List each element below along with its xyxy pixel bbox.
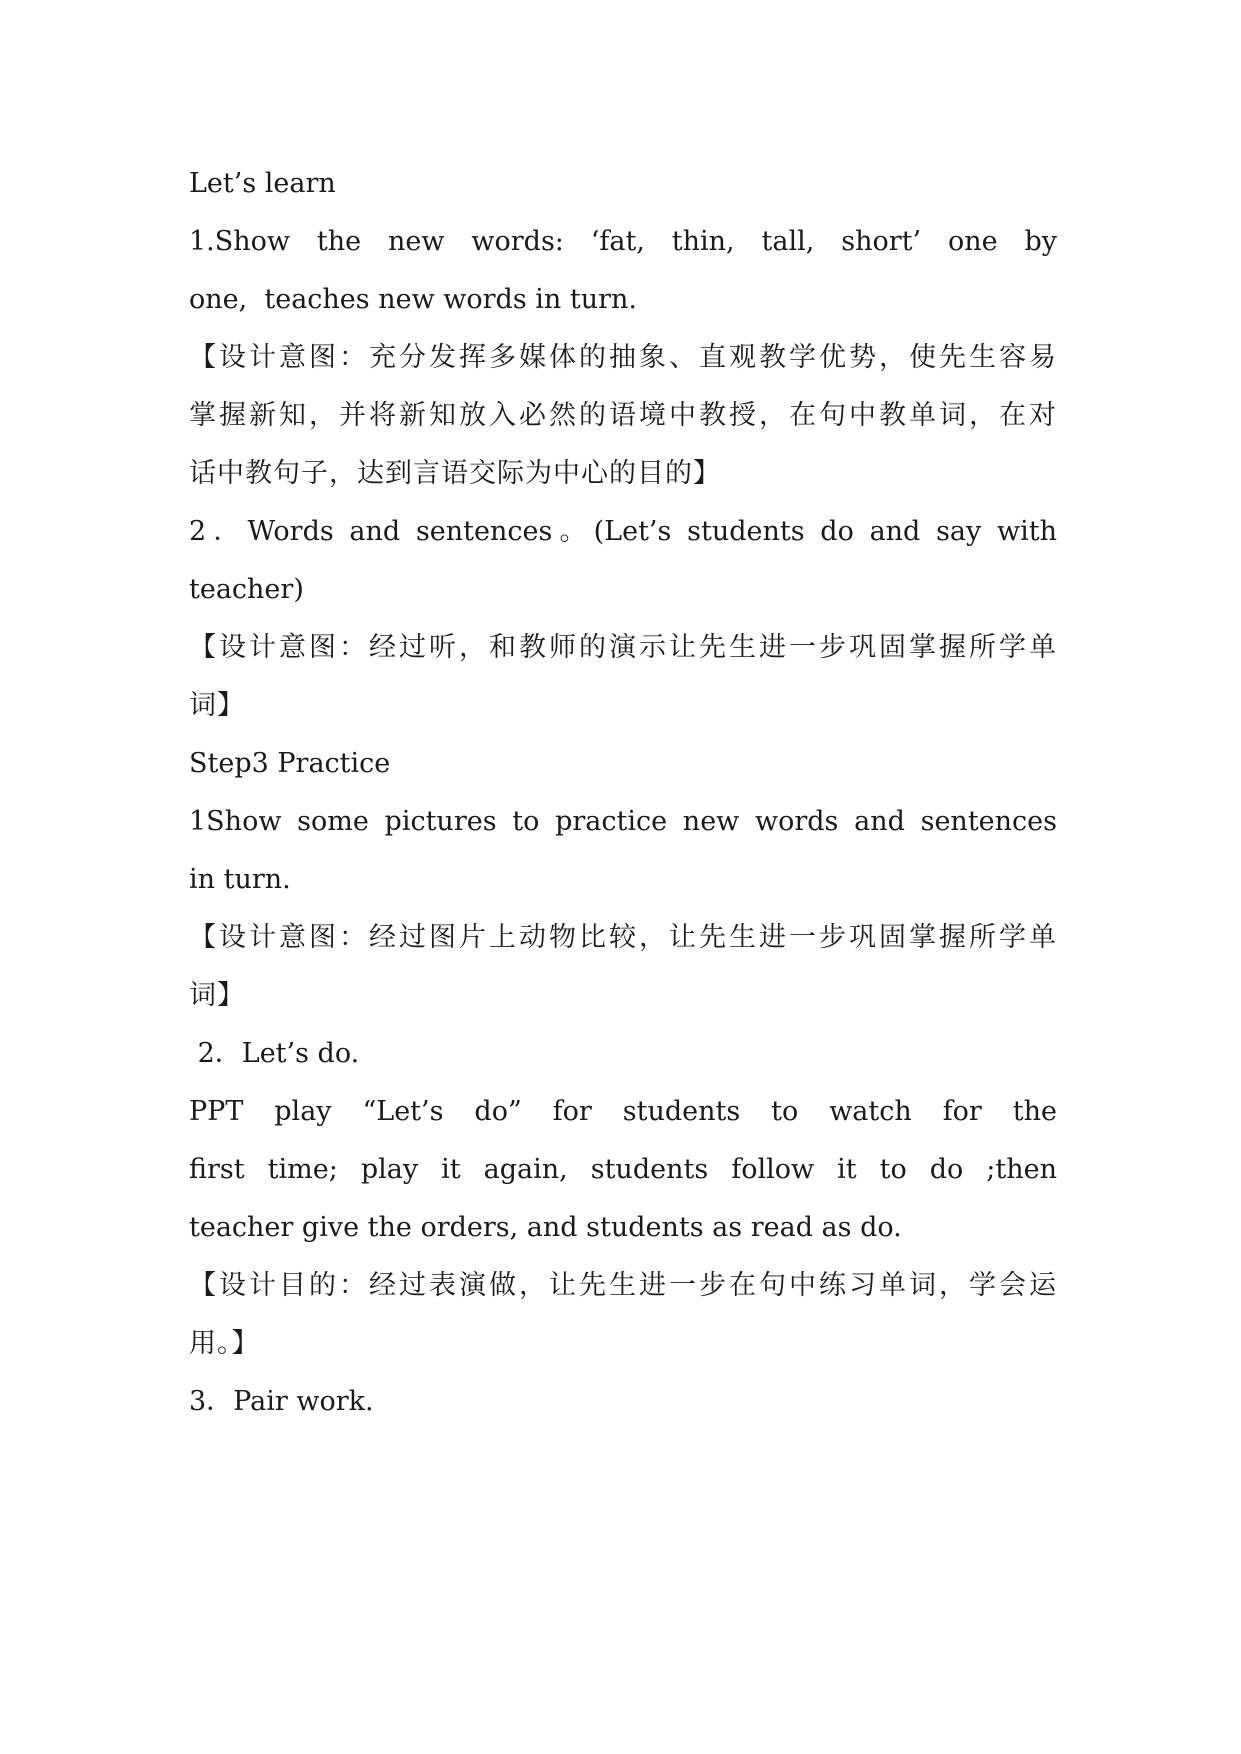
design-intent-line: 词】 — [189, 690, 245, 721]
design-intent-line: 【设计意图：充分发挥多媒体的抽象、直观教学优势，使先生容易 — [189, 342, 1057, 373]
paragraph-line: 2．Words and sentences。(Let’s students do and say with — [189, 516, 1057, 547]
design-intent-line: 词】 — [189, 980, 245, 1011]
design-intent-line: 【设计意图：经过图片上动物比较，让先生进一步巩固掌握所学单 — [189, 922, 1057, 953]
design-intent-line: 掌握新知，并将新知放入必然的语境中教授，在句中教单词，在对 — [189, 400, 1057, 431]
paragraph-line: 2．Let’s do. — [189, 1038, 360, 1069]
paragraph-line: one, teaches new words in turn. — [189, 284, 638, 315]
design-intent-line: 【设计意图：经过听，和教师的演示让先生进一步巩固掌握所学单 — [189, 632, 1057, 663]
paragraph-line: teacher give the orders, and students as read as do. — [189, 1212, 902, 1243]
paragraph-line: 1Show some pictures to practice new words and sentences — [189, 806, 1057, 837]
heading-step3-practice: Step3 Practice — [189, 748, 391, 779]
paragraph-line: first time; play it again, students follow it to do ;then — [189, 1154, 1057, 1185]
design-intent-line: 话中教句子，达到言语交际为中心的目的】 — [189, 458, 721, 489]
paragraph-line: 3．Pair work. — [189, 1386, 374, 1417]
heading-lets-learn: Let’s learn — [189, 168, 336, 199]
paragraph-line: PPT play “Let’s do” for students to watch for the — [189, 1096, 1057, 1127]
design-intent-line: 用。】 — [189, 1328, 260, 1359]
paragraph-line: teacher) — [189, 574, 304, 605]
design-intent-line: 【设计目的：经过表演做，让先生进一步在句中练习单词，学会运 — [189, 1270, 1057, 1301]
paragraph-line: in turn. — [189, 864, 291, 895]
paragraph-line: 1.Show the new words: ‘fat, thin, tall, short’ one by — [189, 226, 1057, 257]
